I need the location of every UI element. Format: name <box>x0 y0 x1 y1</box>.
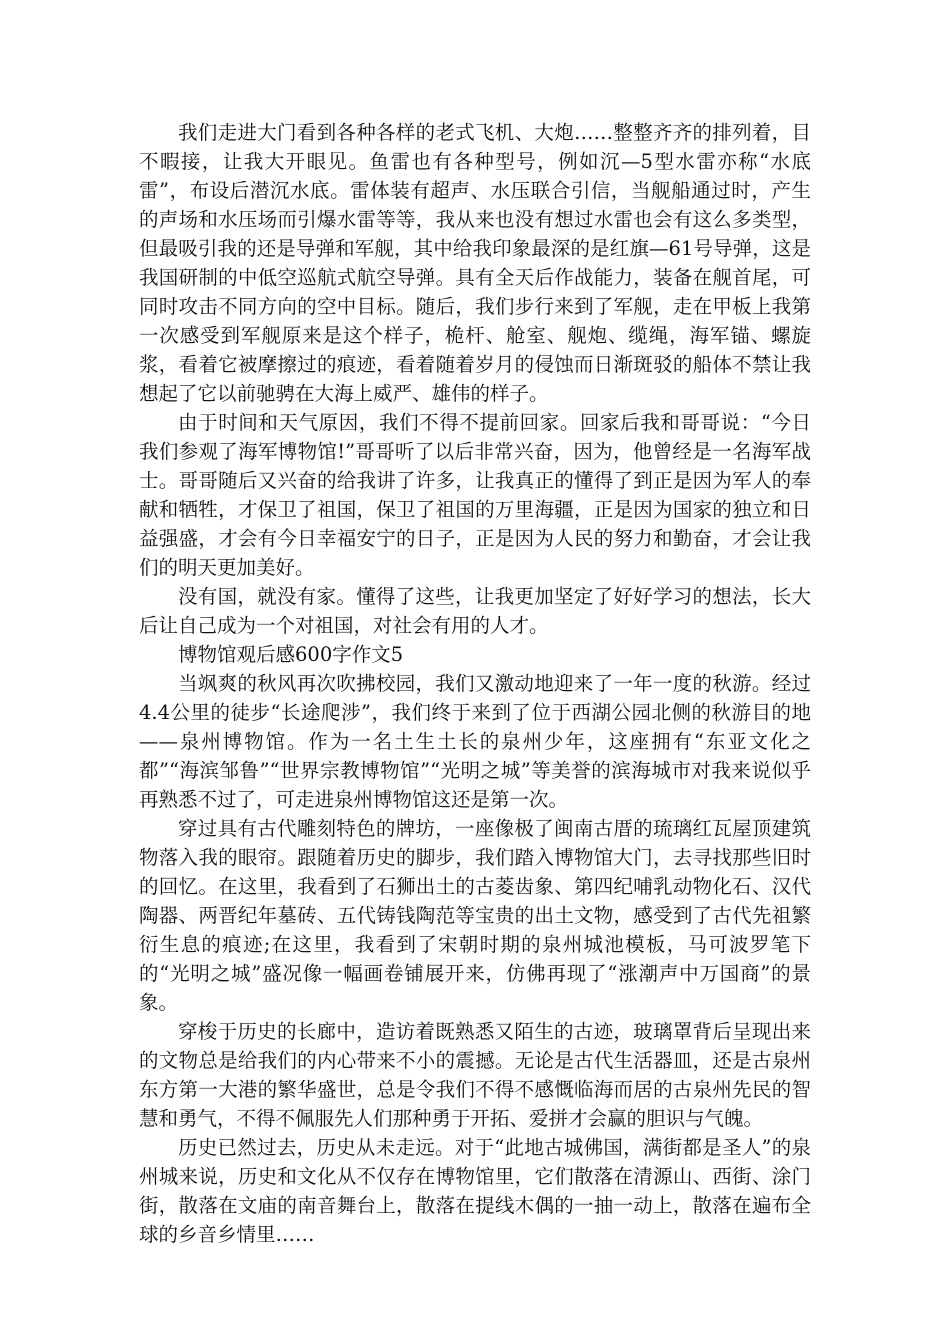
paragraph-autumn-trip: 当飒爽的秋风再次吹拂校园，我们又激动地迎来了一年一度的秋游。经过4.4公里的徒步“长途爬涉”，我们终于来到了位于西湖公园北侧的秋游目的地——泉州博物馆。作为一名土生土长的泉州少年，这座拥有“东亚文化之都”“海滨邹鲁”“世界宗教博物馆”“光明之城”等美誉的滨海城市对我来说似乎再熟悉不过了，可走进泉州博物馆这还是第一次。 <box>139 672 811 811</box>
paragraph-entering-museum: 穿过具有古代雕刻特色的牌坊，一座像极了闽南古厝的琉璃红瓦屋顶建筑物落入我的眼帘。跟随着历史的脚步，我们踏入博物馆大门，去寻找那些旧时的回忆。在这里，我看到了石狮出土的古菱齿象、第四纪哺乳动物化石、汉代陶器、两晋纪年墓砖、五代铸钱陶范等宝贵的出土文物，感受到了古代先祖繁衍生息的痕迹;在这里，我看到了宋朝时期的泉州城池模板，马可波罗笔下的“光明之城”盛况像一幅画卷铺展开来，仿佛再现了“涨潮声中万国商”的景象。 <box>139 817 811 1014</box>
paragraph-no-country-no-home: 没有国，就没有家。懂得了这些，让我更加坚定了好好学习的想法，长大后让自己成为一个对祖国，对社会有用的人才。 <box>139 585 811 637</box>
section-heading: 博物馆观后感600字作文5 <box>178 643 404 666</box>
paragraph-museum-visit: 我们走进大门看到各种各样的老式飞机、大炮……整整齐齐的排列着，目不暇接，让我大开眼见。鱼雷也有各种型号，例如沉—5型水雷亦称“水底雷”，布设后潜沉水底。雷体装有超声、水压联合引信，当舰船通过时，产生的声场和水压场而引爆水雷等等，我从来也没有想过水雷也会有这么多类型，但最吸引我的还是导弹和军舰，其中给我印象最深的是红旗—61号导弹，这是我国研制的中低空巡航式航空导弹。具有全天后作战能力，装备在舰首尾，可同时攻击不同方向的空中目标。随后，我们步行来到了军舰，走在甲板上我第一次感受到军舰原来是这个样子，桅杆、舱室、舰炮、缆绳，海军锚、螺旋浆，看着它被摩擦过的痕迹，看着随着岁月的侵蚀而日渐斑驳的船体不禁让我想起了它以前驰骋在大海上威严、雄伟的样子。 <box>139 121 811 405</box>
paragraph-history-corridor: 穿梭于历史的长廊中，造访着既熟悉又陌生的古迹，玻璃罩背后呈现出来的文物总是给我们的内心带来不小的震撼。无论是古代生活器皿，还是古泉州东方第一大港的繁华盛世，总是令我们不得不感慨临海而居的古泉州先民的智慧和勇气，不得不佩服先人们那种勇于开拓、爱拼才会赢的胆识与气魄。 <box>139 1020 811 1130</box>
paragraph-brother-talk: 由于时间和天气原因，我们不得不提前回家。回家后我和哥哥说：“今日我们参观了海军博物馆!”哥哥听了以后非常兴奋，因为，他曾经是一名海军战士。哥哥随后又兴奋的给我讲了许多，让我真正的懂得了到正是因为军人的奉献和牺牲，才保卫了祖国，保卫了祖国的万里海疆，正是因为国家的独立和日益强盛，才会有今日幸福安宁的日子，正是因为人民的努力和勤奋，才会让我们的明天更加美好。 <box>139 411 811 579</box>
paragraph-history-not-far: 历史已然过去，历史从未走远。对于“此地古城佛国，满街都是圣人”的泉州城来说，历史和文化从不仅存在博物馆里，它们散落在清源山、西街、涂门街，散落在文庙的南音舞台上，散落在提线木偶的一抽一动上，散落在遍布全球的乡音乡情里…… <box>139 1136 811 1246</box>
document-body <box>139 118 811 1249</box>
